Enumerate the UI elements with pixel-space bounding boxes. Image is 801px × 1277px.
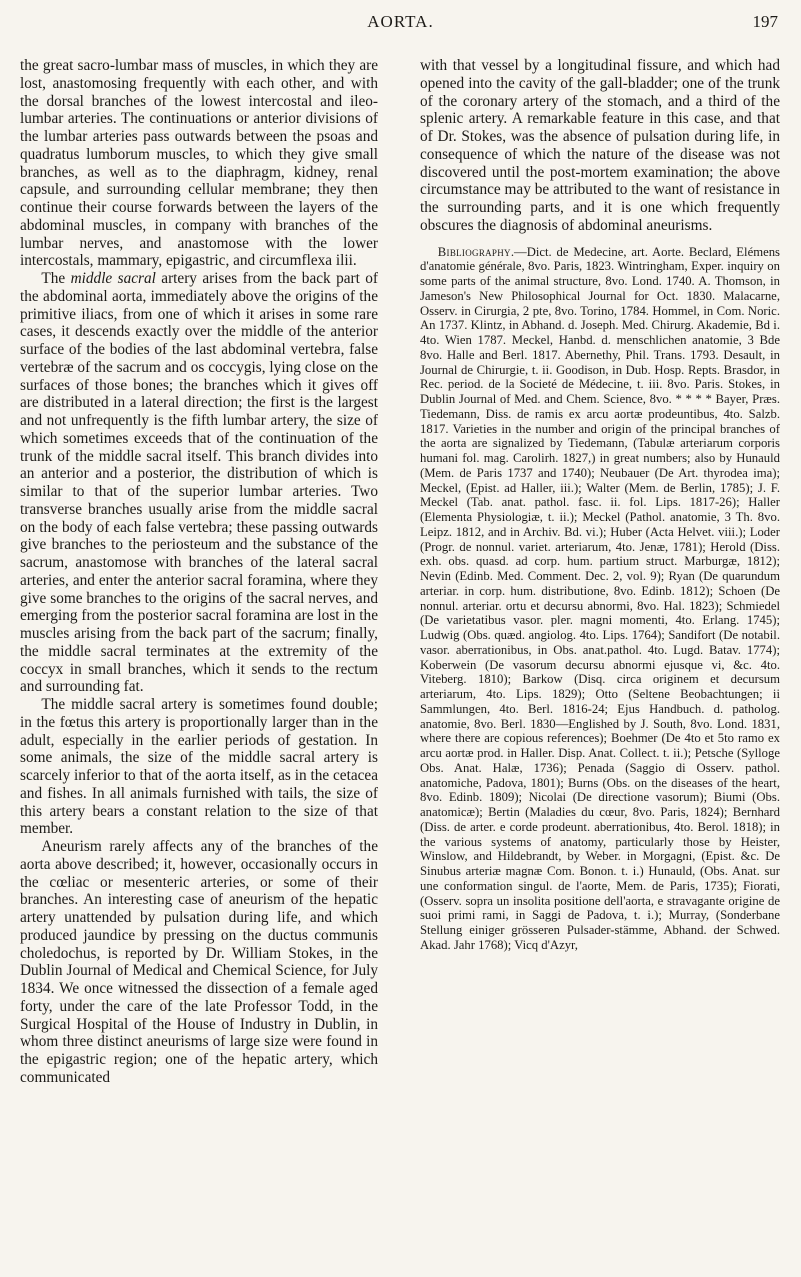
left-column xyxy=(20,57,378,1087)
page-header xyxy=(0,12,801,52)
paragraph-middle-sacral xyxy=(20,270,378,696)
right-column xyxy=(420,57,780,953)
paragraph-double-artery: The middle sacral artery is sometimes found double; in the fœtus this artery is proportionally larger than in the adult, especially in the earlier periods of gestation. In some animals, the size of the middle sacral artery is scarcely inferior to that of the aorta itself, as in the cetacea and fishes. In all animals furnished with tails, the size of this artery bears a constant relation to the size of that member. xyxy=(20,696,378,838)
bibliography-label: Bibliography xyxy=(437,244,511,259)
paragraph-lead: The xyxy=(41,270,71,287)
page-number: 197 xyxy=(752,12,778,31)
paragraph-lumbar-arteries: the great sacro-lumbar mass of muscles, in which they are lost, anastomosing frequently with each other, and with the dorsal branches of the lowest intercostal and ileo-lumbar arteries. The continuations or anterior divisions of the lumbar arteries pass outwards between the psoas and quadratus lumborum muscles, to which they give small branches, as well as to the diaphragm, kidney, renal capsule, and surrounding cellular membrane; they then continue their course forwards between the layers of the abdominal muscles, in company with branches of the lumbar nerves, and anastomose with the lower intercostals, mammary, epigastric, and circumflexa ilii. xyxy=(20,57,378,270)
paragraph-aneurism: Aneurism rarely affects any of the branches of the aorta above described; it, however, occasionally occurs in the cœliac or mesenteric arteries, or some of their branches. An interesting case of aneurism of the hepatic artery unattended by pulsation during life, and which produced jaundice by pressing on the ductus communis choledochus, is reported by Dr. William Stokes, in the Dublin Journal of Medical and Chemical Science, for July 1834. We once witnessed the dissection of a female aged forty, under the care of the late Professor Todd, in the Surgical Hospital of the House of Industry in Dublin, in whom three distinct aneurisms of large size were found in the epigastric region; one of the hepatic artery, which communicated xyxy=(20,838,378,1086)
paragraph-case-continuation: with that vessel by a longitudinal fissure, and which had opened into the cavity of the gall-bladder; one of the trunk of the coronary artery of the stomach, and a third of the splenic artery. A remarkable feature in this case, and that of Dr. Stokes, was the absence of pulsation during life, in consequence of which the nature of the disease was not discovered until the post-mortem examination; the above circumstance may be attributed to the want of resistance in the surrounding parts, and it is one which frequently obscures the diagnosis of abdominal aneurisms. xyxy=(420,57,780,234)
bibliography-text: .—Dict. de Medecine, art. Aorte. Beclard, Elémens d'anatomie générale, 8vo. Paris, 1823. Wintringham, Exper. inquiry on some parts of the animal structure, 8vo. Lond. 1740. A. Thomson, in Jameson's New Philosophical Journal for Oct. 1830. Malacarne, Osserv. in Cirurgia, 2 pte, 8vo. Torino, 1784. Hommel, in Com. Noric. An 1737. Klintz, in Abhand. d. Joseph. Med. Chirurg. Akademie, Bd i. 4to. Wien 1787. Meckel, Hanbd. d. menschlichen anatomie, 3 Bde 8vo. Halle and Berl. 1817. Abernethy, Phil. Trans. 1793. Desault, in Journal de Chirurgie, t. ii. Goodison, in Dub. Hosp. Repts. Brasdor, in Rec. period. de la Societé de Médecine, t. iii. 8vo. Paris. Stokes, in Dublin Journal of Med. and Chem. Science, 8vo. * * * * Bayer, Præs. Tiedemann, Diss. de ramis ex arcu aortæ prodeuntibus, 4to. Salzb. 1817. Varieties in the number and origin of the principal branches of the aorta are signalized by Tiedemann, (Tabulæ arteriarum corporis humani fol. mag. Carolirh. 1827,) in great numbers; also by Hunauld (Mem. de Paris 1737 and 1740); Neubauer (De Art. thyrodea ima); Meckel, (Epist. ad Haller, iii.); Walter (Mem. de Berlin, 1785); J. F. Meckel (Tab. anat. pathol. fasc. ii. fol. Lips. 1817-26); Haller (Elementa Physiologiæ, t. ii.); Meckel (Pathol. anatomie, 3 Th. 8vo. Leipz. 1812, and in Archiv. Bd. vi.); Huber (Acta Helvet. viii.); Loder (Progr. de nonnul. variet. arteriarum, 4to. Jenæ, 1781); Herold (Diss. exh. obs. quasd. ad corp. hum. partium struct. Marburgæ, 1812); Nevin (Edinb. Med. Comment. Dec. 2, vol. 9); Ryan (De quarundum arteriar. in corp. hum. distributione, 8vo. Edinb. 1812); Schoen (De nonnul. arteriar. ortu et decursu abnormi, 8vo. Hal. 1823); Schmiedel (De varietatibus vasor. pler. magni momenti, 4to. Erlang. 1745); Ludwig (Obs. quæd. angiolog. 4to. Lips. 1764); Sandifort (De notabil. vasor. aberrationibus, in Obs. anat.pathol. 4to. Lugd. Batav. 1774); Koberwein (De vasorum decursu abnormi ejusque vi, &c. 4to. Viteberg. 1810); Barkow (Disq. circa originem et decursum arteriarum, 4to. Lips. 1829); Otto (Seltene Beobachtungen; ii Sammlungen, 4to. Berl. 1816-24; Ejus Handbuch. d. patholog. anatomie, 8vo. Berl. 1830—Englished by J. South, 8vo. Lond. 1831, where there are copious references); Boehmer (De 4to et 5to ramo ex arcu aortæ prod. in Haller. Disp. Anat. Collect. t. ii.); Petsche (Sylloge Obs. Anat. Halæ, 1736); Penada (Saggio di Osserv. pathol. anatomiche, Padova, 1801); Burns (Obs. on the diseases of the heart, 8vo. Edinb. 1809); Nicolai (De directione vasorum); Biumi (Obs. anatomicæ); Bertin (Maladies du cœur, 8vo. Paris, 1824); Bernhard (Diss. de arter. e corde prodeunt. aberrationibus, 4to. Berol. 1818); in the various systems of anatomy, particularly those by Heister, Winslow, and Hildebrandt, by Weber. in Morgagni, (Epist. &c. De Sinubus arteriæ magnæ Com. Bonon. t. i.) Hunauld, (Obs. Anat. sur une conformation singul. de l'aorte, Mem. de Paris, 1735); Fiorati, (Osserv. sopra un insolita positione dell'aorta, e stravagante origine de suoi primi rami, in Saggi de Padova, t. i.); Murray, (Sonderbane Stellung einiger grösseren Pulsader-stämme, Abhand. der Schwed. Akad. Jahr 1768); Vicq d'Azyr, xyxy=(420,244,780,952)
middle-sacral-term: middle sacral xyxy=(70,270,156,287)
running-title: AORTA. xyxy=(367,12,434,31)
bibliography xyxy=(420,245,780,953)
paragraph-body: artery arises from the back part of the abdominal aorta, immediately above the origins of the primitive iliacs, from one of which it arises in some rare cases, it descends exactly over the middle of the anterior surface of the bodies of the last abdominal vertebra, false vertebræ of the sacrum and os coccygis, lying close on the surfaces of those bones; the branches which it gives off are distributed in a lateral direction; the first is the largest and not unfrequently is the fifth lumbar artery, the size of which sometimes exceeds that of the continuation of the trunk of the middle sacral itself. This branch divides into an anterior and a posterior, the distribution of which is similar to that of the superior lumbar arteries. Two transverse branches usually arise from the middle sacral on the body of each false vertebra; these passing outwards give branches to the periosteum and the substance of the sacrum, anastomose with branches of the lateral sacral arteries, and enter the anterior sacral foramina, where they give some branches to the origins of the sacral nerves, and emerging from the posterior sacral foramina are lost in the muscles arising from the back part of the sacrum; finally, the middle sacral terminates at the extremity of the coccyx in small branches, which it sends to the rectum and surrounding fat. xyxy=(20,270,378,696)
